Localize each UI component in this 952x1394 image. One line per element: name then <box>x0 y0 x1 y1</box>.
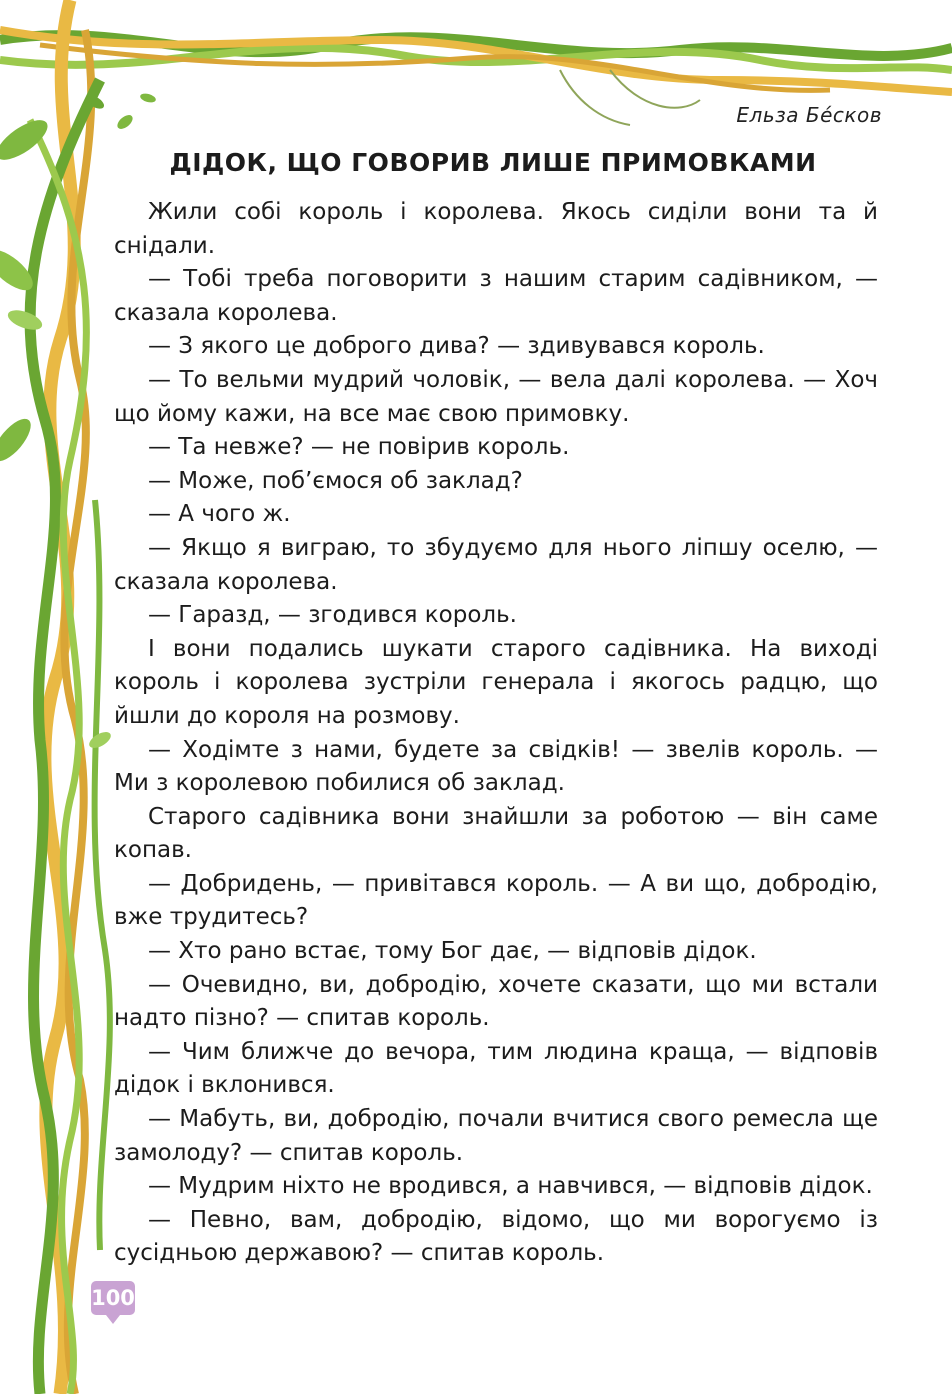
story-text <box>114 196 878 1271</box>
paragraph: — Мудрим ніхто не вродився, а навчився, — відповів дідок. <box>148 1173 873 1200</box>
paragraph: — А чого ж. <box>148 501 291 528</box>
paragraph: — З якого це доброго дива? — здивувався король. <box>148 333 765 360</box>
paragraph: Старого садівника вони знайшли за роботою — він саме копав. <box>114 803 878 864</box>
paragraph: Жили собі король і королева. Якось сиділи вони та й снідали. <box>114 199 878 259</box>
paragraph: — Мабуть, ви, добродію, почали вчитися свого ремесла ще замолоду? — спитав король. <box>114 1106 878 1166</box>
paragraph: І вони подались шукати старого садівника. На виході король і королева зустріли генерала і якогось радцю, що йшли до короля на розмову. <box>114 635 878 729</box>
paragraph: — Гаразд, — згодився король. <box>148 602 517 629</box>
paragraph: — Якщо я виграю, то збудуємо для нього ліпшу оселю, — сказала королева. <box>114 534 878 595</box>
paragraph: — То вельми мудрий чоловік, — вела далі королева. — Хоч що йому кажи, на все має свою примовку. <box>114 366 878 427</box>
leaf <box>0 413 37 467</box>
paragraph: — Тобі треба поговорити з нашим старим садівником, — сказала королева. <box>114 266 878 326</box>
left-vine-right-strand <box>95 500 110 1250</box>
paragraph: — Ходімте з нами, будете за свідків! — звелів король. — Ми з королевою побилися об заклад. <box>114 736 878 797</box>
leaf <box>87 729 114 751</box>
paragraph: — Очевидно, ви, добродію, хочете сказати, що ми встали надто пізно? — спитав король. <box>114 971 878 1032</box>
author-name: Ельза Бе́сков <box>736 103 882 127</box>
leaf <box>115 112 135 131</box>
leaf <box>139 92 157 104</box>
paragraph: — Та невже? — не повірив король. <box>148 434 570 461</box>
paragraph: — Хто рано встає, тому Бог дає, — відповів дідок. <box>148 938 757 965</box>
paragraph: — Певно, вам, добродію, відомо, що ми ворогуємо із сусідньою державою? — спитав король. <box>114 1206 878 1267</box>
story-title: ДІДОК, ЩО ГОВОРИВ ЛИШЕ ПРИМОВКАМИ <box>169 148 817 177</box>
paragraph: — Може, поб’ємося об заклад? <box>148 467 523 494</box>
page-number-badge: 100 <box>91 1281 135 1315</box>
paragraph: — Чим ближче до вечора, тим людина краща, — відповів дідок і вклонився. <box>114 1038 878 1099</box>
paragraph: — Добридень, — привітався король. — А ви що, добродію, вже трудитесь? <box>114 870 878 931</box>
